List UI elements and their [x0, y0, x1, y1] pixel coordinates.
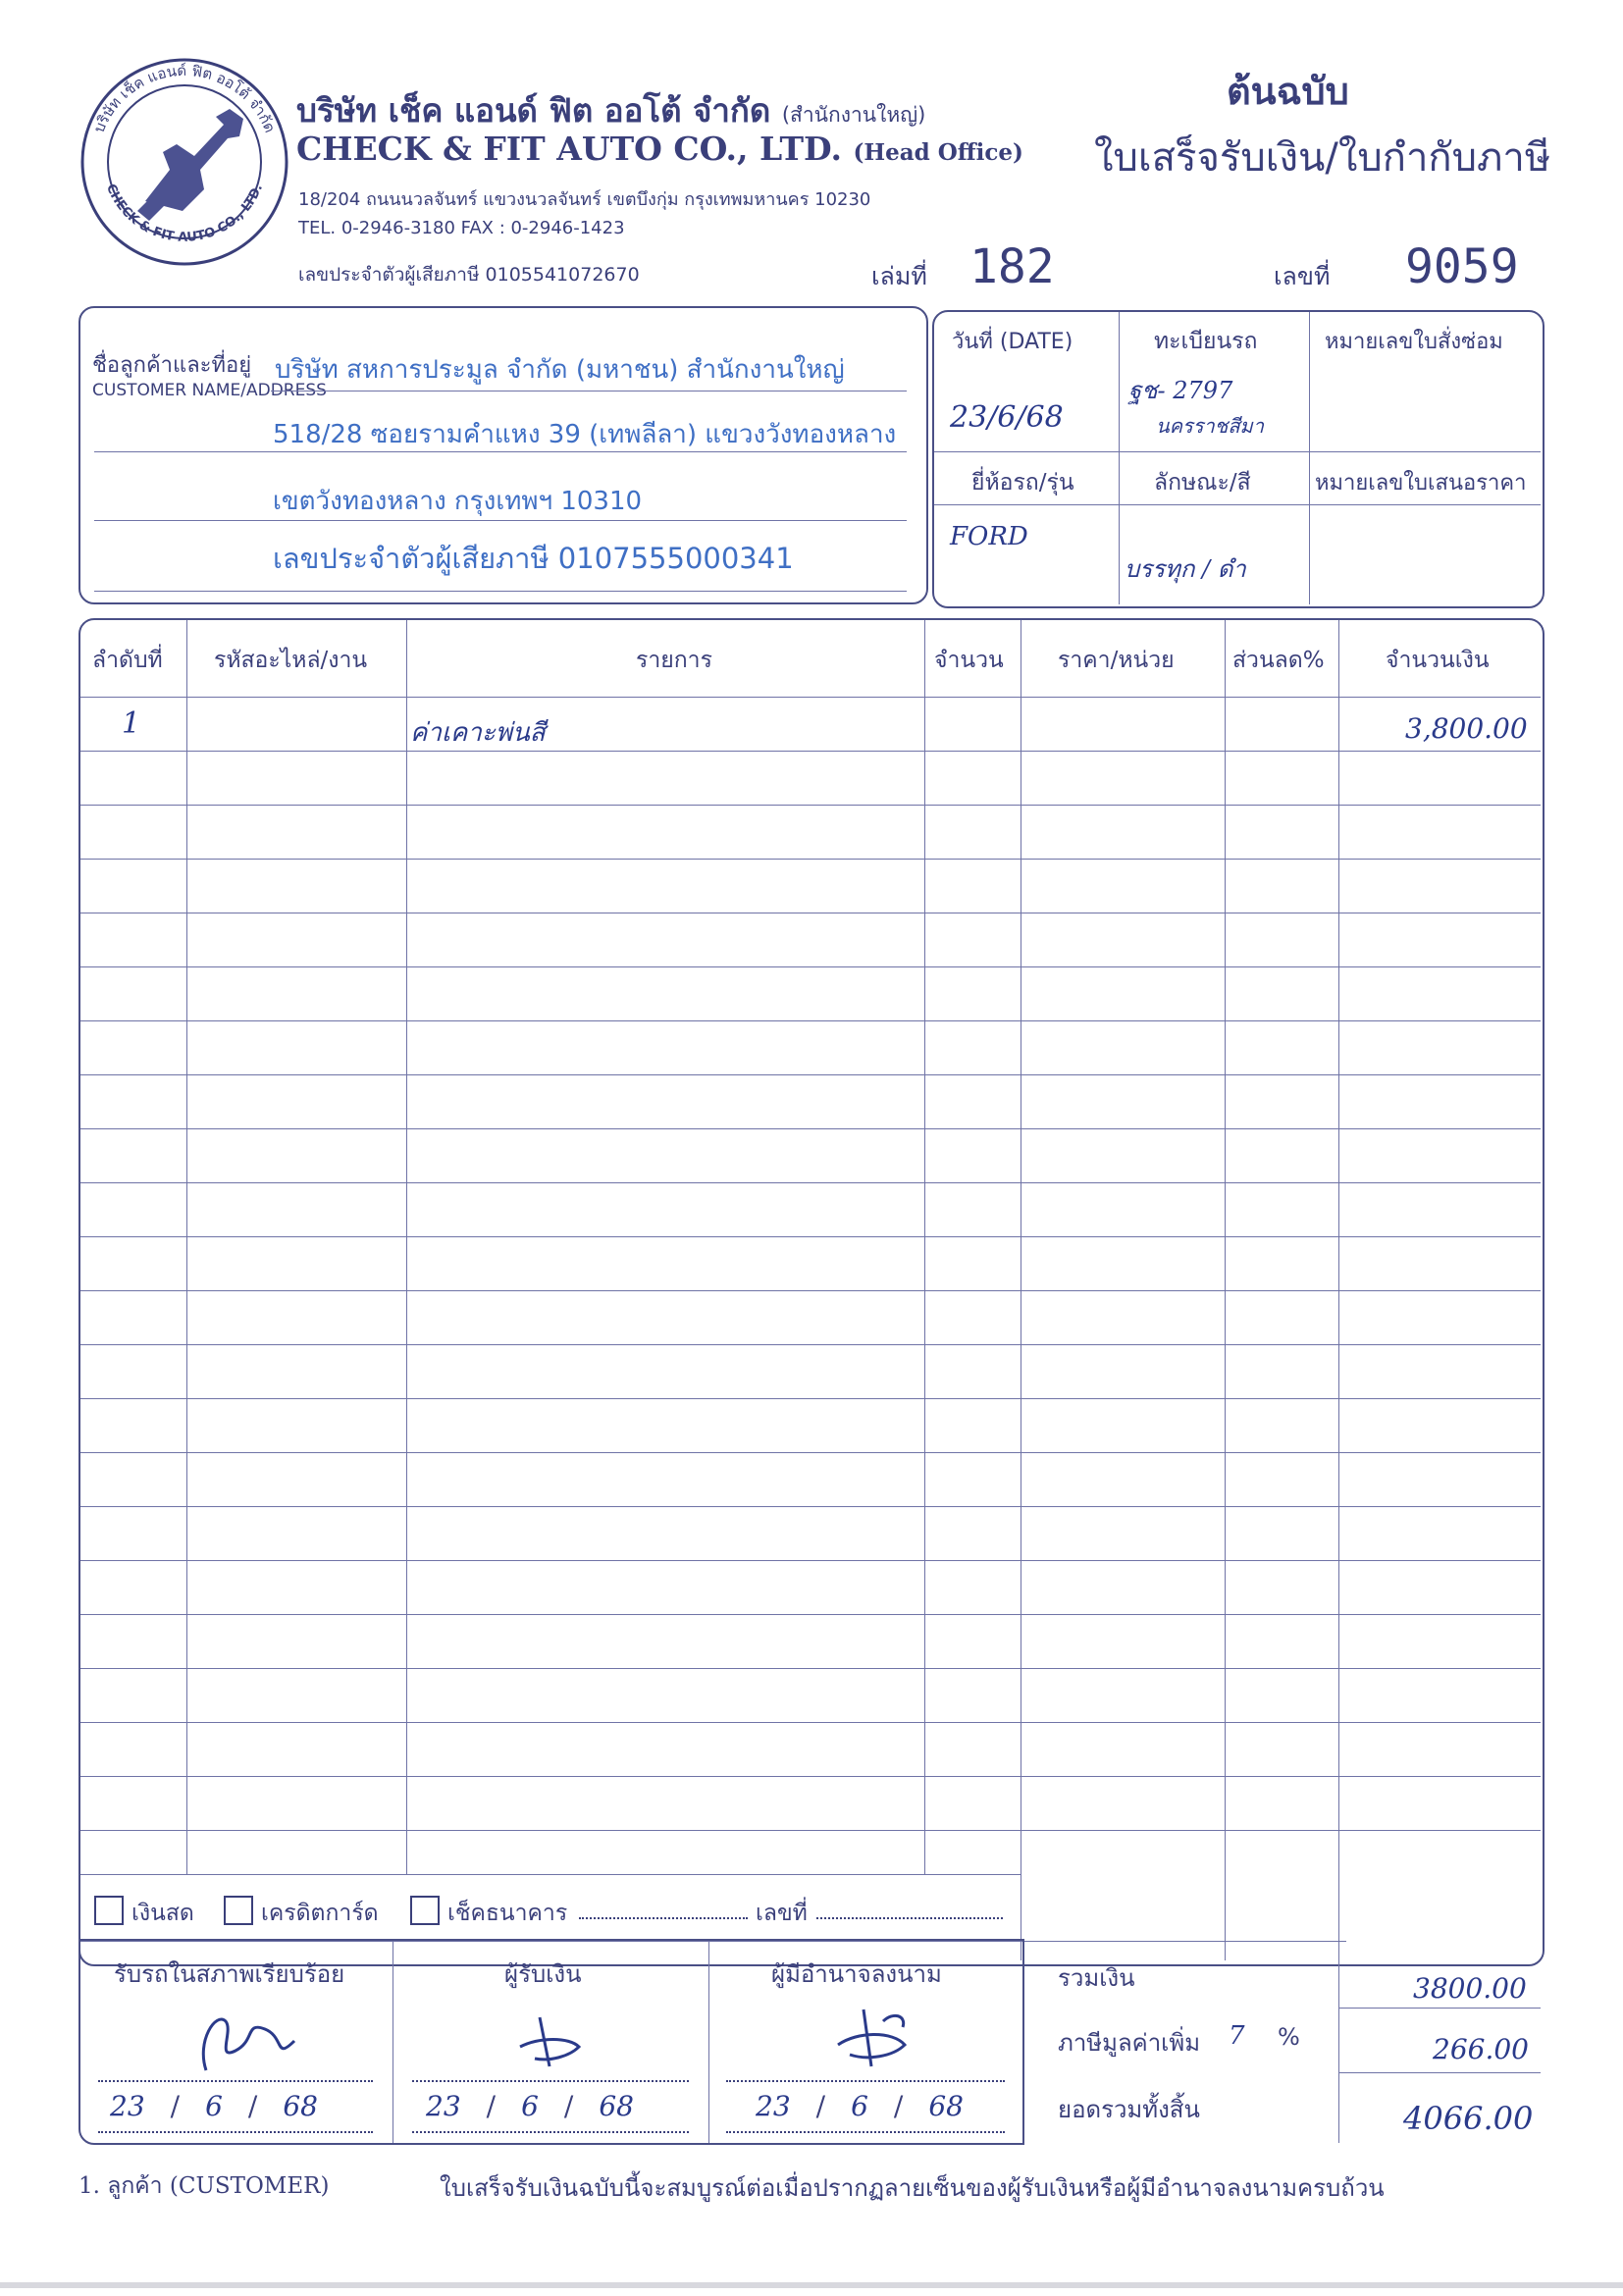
authorized-date-year: 68 [928, 2090, 964, 2122]
cash-label: เงินสด [131, 1901, 194, 1926]
totals-vline [1338, 1941, 1339, 2143]
receiver-date-year: 68 [599, 2090, 634, 2122]
col-line-3 [924, 620, 925, 1874]
received-date: 23 / 6 / 68 [110, 2090, 318, 2122]
table-rule-line [80, 1290, 1541, 1291]
credit-label: เครดิตการ์ด [261, 1901, 379, 1926]
total-label: ยอดรวมทั้งสิ้น [1058, 2096, 1200, 2123]
table-rule-line [80, 859, 1541, 860]
brand-label: ยี่ห้อรถ/รุ่น [971, 470, 1074, 496]
receiver-date-dots [412, 2131, 689, 2133]
vehicle-hline-2 [934, 504, 1541, 505]
receiver-label: ผู้รับเงิน [504, 1960, 582, 1988]
vat-rate: 7 [1229, 2021, 1245, 2051]
copy-label: ต้นฉบับ [1227, 70, 1349, 113]
authorized-date-month: 6 [851, 2090, 868, 2122]
header-code: รหัสอะไหล่/งาน [214, 648, 368, 673]
subtotal-label: รวมเงิน [1058, 1964, 1135, 1992]
customer-label-en: CUSTOMER NAME/ADDRESS [92, 381, 327, 400]
header-amount: จำนวนเงิน [1386, 648, 1490, 673]
bottom-scan-edge [0, 2282, 1623, 2288]
table-rule-line [80, 1668, 1541, 1669]
company-tax-id: เลขประจำตัวผู้เสียภาษี 0105541072670 [298, 264, 640, 286]
cash-checkbox[interactable] [94, 1896, 124, 1925]
totals-line-2 [1338, 2072, 1541, 2073]
vat-value: 266.00 [1433, 2033, 1529, 2065]
table-rule-line [80, 1452, 1541, 1453]
table-rule-line [80, 1074, 1541, 1075]
received-sig-dots [98, 2080, 373, 2082]
row-1-desc: ค่าเคาะพ่นสี [410, 718, 546, 748]
date-label: วันที่ (DATE) [952, 330, 1073, 354]
customer-name: บริษัท สหการประมูล จำกัด (มหาชน) สำนักงานใหญ่ [275, 355, 845, 385]
subtotal-value: 3800.00 [1413, 1972, 1527, 2005]
head-office-th: (สำนักงานใหญ่) [781, 103, 926, 127]
vehicle-hline-1 [934, 451, 1541, 452]
credit-checkbox[interactable] [224, 1896, 253, 1925]
table-rule-line [80, 805, 1541, 806]
received-date-dots [98, 2131, 373, 2133]
province-value: นครราชสีมา [1156, 414, 1264, 438]
receiver-date: 23 / 6 / 68 [426, 2090, 634, 2122]
receiver-signature [510, 2008, 599, 2076]
cheque-bank-dots [579, 1917, 748, 1919]
quote-no-label: หมายเลขใบเสนอราคา [1315, 471, 1527, 496]
receiver-date-day: 23 [426, 2090, 461, 2122]
customer-address-1: 518/28 ซอยรามคำแหง 39 (เทพลีลา) แขวงวังทองหลาง [273, 420, 897, 449]
customer-label-th: ชื่อลูกค้าและที่อยู่ [92, 353, 252, 378]
authorized-sig-dots [726, 2080, 1005, 2082]
table-rule-line [80, 1506, 1541, 1507]
color-label: ลักษณะ/สี [1154, 470, 1251, 496]
table-rule-line [80, 1776, 1541, 1777]
footer-note: ใบเสร็จรับเงินฉบับนี้จะสมบูรณ์ต่อเมื่อปรากฏลายเซ็นของผู้รับเงินหรือผู้มีอำนาจลงนามครบถ้วน [440, 2174, 1385, 2202]
table-rule-line [80, 1020, 1541, 1021]
cheque-no-dots [816, 1917, 1003, 1919]
customer-tax-id: เลขประจำตัวผู้เสียภาษี 0107555000341 [273, 542, 794, 575]
vat-percent: % [1278, 2023, 1300, 2051]
footer-copy: 1. ลูกค้า (CUSTOMER) [79, 2173, 330, 2199]
col-line-5 [1225, 620, 1226, 1960]
col-line-6 [1338, 620, 1339, 1960]
document-number: 9059 [1405, 239, 1519, 294]
wrench-hand-logo [77, 54, 292, 270]
customer-line-4 [94, 591, 907, 592]
table-rule-line [80, 966, 1541, 967]
vehicle-vline-2 [1309, 312, 1310, 604]
received-date-month: 6 [205, 2090, 223, 2122]
registration-value: ฐช- 2797 [1128, 377, 1233, 404]
header-no: ลำดับที่ [92, 648, 163, 673]
book-label: เล่มที่ [871, 262, 927, 290]
totals-line-1 [1338, 2008, 1541, 2009]
receiver-date-month: 6 [521, 2090, 539, 2122]
table-rule-line [80, 1344, 1541, 1345]
head-office-en: (Head Office) [853, 139, 1023, 166]
company-name-th-text: บริษัท เช็ค แอนด์ ฟิต ออโต้ จำกัด [296, 91, 771, 130]
company-name-en-text: CHECK & FIT AUTO CO., LTD. [296, 130, 842, 168]
repair-no-label: หมายเลขใบสั่งซ่อม [1325, 330, 1503, 354]
table-rule-line [80, 1236, 1541, 1237]
cheque-checkbox[interactable] [410, 1896, 440, 1925]
vehicle-vline-1 [1119, 312, 1120, 604]
col-line-2 [406, 620, 407, 1874]
receiver-sig-dots [412, 2080, 689, 2082]
authorized-date-day: 23 [756, 2090, 791, 2122]
header-qty: จำนวน [934, 648, 1004, 673]
company-phone: TEL. 0-2946-3180 FAX : 0-2946-1423 [298, 218, 625, 238]
table-rule-line [80, 751, 1541, 752]
company-logo [77, 54, 292, 270]
number-label: เลขที่ [1274, 262, 1331, 290]
table-header-line [80, 697, 1541, 698]
book-number: 182 [969, 239, 1055, 294]
vat-label: ภาษีมูลค่าเพิ่ม [1058, 2029, 1201, 2057]
payment-top-line [80, 1874, 1021, 1875]
customer-address-2: เขตวังทองหลาง กรุงเทพฯ 10310 [273, 487, 643, 516]
color-value: บรรทุก / ดำ [1125, 555, 1246, 583]
date-value: 23/6/68 [950, 400, 1064, 435]
table-rule-line [80, 1722, 1541, 1723]
items-table [79, 618, 1544, 1966]
table-rule-line [80, 1182, 1541, 1183]
authorized-date: 23 / 6 / 68 [756, 2090, 964, 2122]
header-discount: ส่วนลด% [1232, 648, 1325, 673]
header-price: ราคา/หน่วย [1058, 648, 1175, 673]
cheque-no-label: เลขที่ [756, 1901, 808, 1926]
cheque-label: เช็คธนาคาร [447, 1901, 568, 1926]
logo-ring-th: บริษัท เช็ค แอนด์ ฟิต ออโต้ จำกัด [89, 61, 280, 135]
document-title: ใบเสร็จรับเงิน/ใบกำกับภาษี [1094, 135, 1551, 181]
table-rule-line [80, 1560, 1541, 1561]
authorized-label: ผู้มีอำนาจลงนาม [771, 1960, 942, 1988]
received-signature [186, 2002, 304, 2080]
authorized-signature [824, 2002, 922, 2076]
row-1-no: 1 [122, 706, 141, 741]
col-line-1 [186, 620, 187, 1874]
brand-value: FORD [950, 522, 1028, 551]
table-rule-line [80, 1398, 1541, 1399]
received-date-day: 23 [110, 2090, 145, 2122]
table-rule-line [80, 1614, 1541, 1615]
registration-label: ทะเบียนรถ [1154, 329, 1258, 354]
table-rule-line [80, 1128, 1541, 1129]
total-value: 4066.00 [1403, 2100, 1534, 2137]
authorized-date-dots [726, 2131, 1005, 2133]
header-desc: รายการ [636, 648, 712, 673]
company-name-en [296, 130, 1023, 168]
received-label: รับรถในสภาพเรียบร้อย [114, 1960, 345, 1988]
row-1-amount: 3,800.00 [1405, 712, 1528, 745]
table-rule-line [80, 1830, 1541, 1831]
received-date-year: 68 [283, 2090, 318, 2122]
company-address: 18/204 ถนนนวลจันทร์ แขวงนวลจันทร์ เขตบึงกุ่ม กรุงเทพมหานคร 10230 [298, 189, 871, 210]
logo-ring-en: CHECK & FIT AUTO CO., LTD. [102, 182, 266, 245]
